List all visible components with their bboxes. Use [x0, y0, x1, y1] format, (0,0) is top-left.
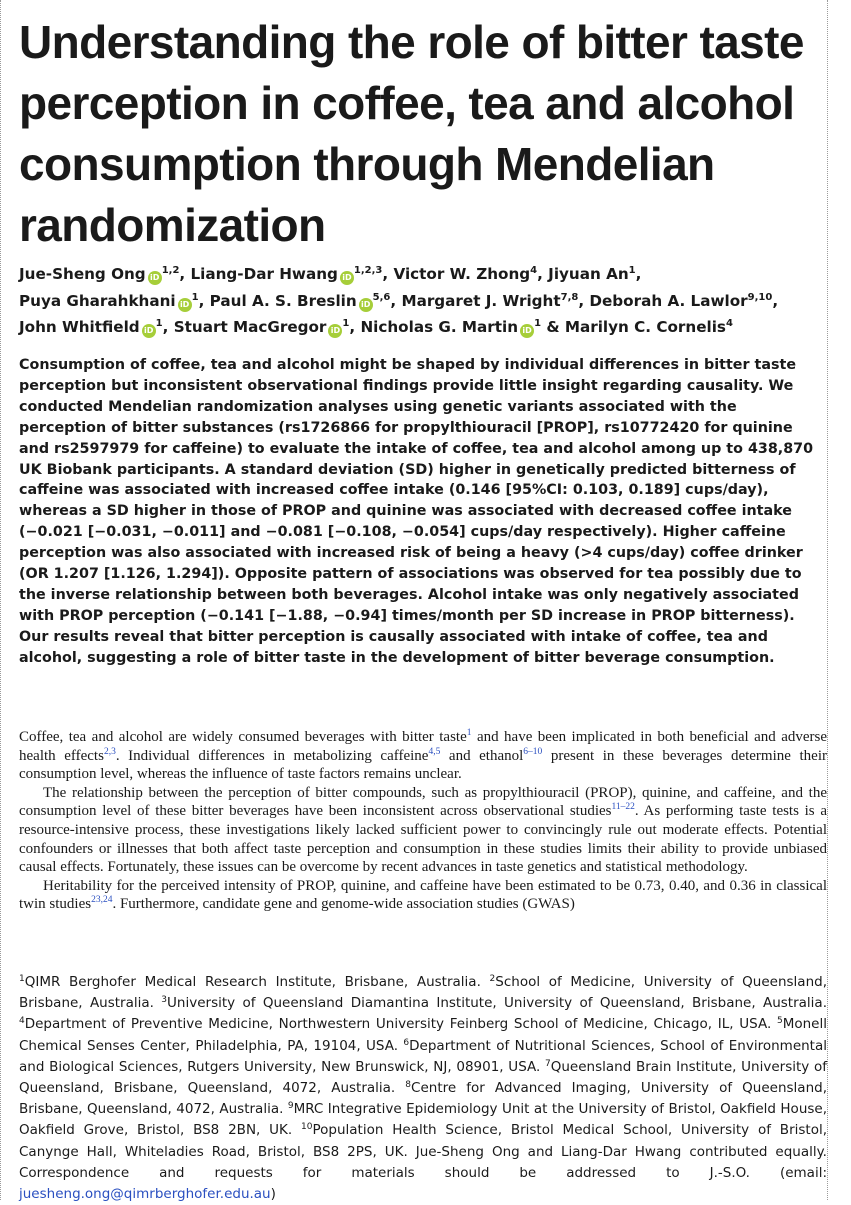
- author-affiliation-ref: 5,6: [372, 291, 391, 303]
- page-left-edge: [0, 0, 1, 1200]
- affiliation-number: 3: [161, 995, 168, 1006]
- body-text: Coffee, tea and alcohol are widely consumed beverages with bitter taste: [19, 729, 467, 745]
- affiliation-text: QIMR Berghofer Medical Research Institute, Brisbane, Australia.: [24, 974, 490, 990]
- orcid-icon[interactable]: iD: [520, 324, 534, 338]
- body-text: and ethanol: [440, 747, 524, 764]
- author: [565, 318, 733, 336]
- author-affiliation-ref: 1: [342, 318, 350, 329]
- body-text: . Individual differences in metabolizing caffeine: [115, 747, 429, 764]
- body-paragraph-2: [19, 784, 827, 877]
- author-affiliation-ref: 1,2,3: [353, 265, 383, 276]
- author: [393, 265, 537, 283]
- orcid-icon[interactable]: iD: [340, 271, 354, 285]
- author-name: Deborah A. Lawlor: [589, 291, 748, 310]
- orcid-icon[interactable]: iD: [359, 298, 373, 312]
- author: [401, 292, 578, 310]
- orcid-icon[interactable]: iD: [178, 298, 192, 312]
- author-separator: ,: [635, 265, 642, 283]
- citation-link[interactable]: 4,5: [428, 746, 441, 757]
- affiliation-text: Centre for Advanced Imaging, University of Queensland, Brisbane, Queensland, 4072, Australia.: [19, 1080, 827, 1118]
- affiliation-number: 7: [545, 1058, 551, 1069]
- author-affiliation-ref: 4: [725, 318, 733, 329]
- author-name: John Whitfield: [19, 318, 140, 336]
- author-name: Nicholas G. Martin: [360, 318, 519, 336]
- affiliation-number: 10: [301, 1122, 313, 1133]
- body-text: Heritability for the perceived intensity of PROP, quinine, and caffeine have been estimated to be 0.73, 0.40, and 0.36 in classical twin studies: [19, 877, 827, 913]
- author-list: [19, 261, 827, 341]
- citation-link[interactable]: 23,24: [91, 895, 113, 906]
- author-name: Liang-Dar Hwang: [190, 265, 338, 283]
- author-separator: ,: [349, 318, 361, 336]
- affiliation-text: Department of Nutritional Sciences, School of Environmental and Biological Sciences, Rutgers University, New Brunswick, NJ, 08901, USA.: [19, 1037, 827, 1075]
- orcid-icon[interactable]: iD: [148, 271, 162, 285]
- author-affiliation-ref: 1: [191, 291, 199, 303]
- affiliation-number: 9: [287, 1101, 294, 1112]
- body-paragraph-1: [19, 728, 827, 784]
- author-name: Paul A. S. Breslin: [209, 291, 357, 310]
- author: [19, 265, 179, 283]
- author-separator: ,: [390, 291, 402, 310]
- affiliation-text: Department of Preventive Medicine, Northwestern University Feinberg School of Medicine, Chicago, IL, USA.: [24, 1016, 777, 1033]
- author: [210, 292, 391, 310]
- author-name: Marilyn C. Cornelis: [564, 318, 726, 336]
- article-body: [19, 728, 827, 914]
- author-separator: ,: [578, 291, 590, 310]
- author-affiliation-ref: 9,10: [747, 291, 773, 303]
- citation-link[interactable]: 2,3: [103, 746, 116, 757]
- author: [19, 292, 199, 310]
- orcid-icon[interactable]: iD: [328, 324, 342, 338]
- author-name: Victor W. Zhong: [393, 265, 531, 283]
- author-separator: ,: [772, 291, 779, 310]
- affiliation-number: 8: [405, 1080, 412, 1091]
- affiliation-number: 6: [403, 1037, 410, 1048]
- author-affiliation-ref: 4: [530, 265, 538, 276]
- author-separator: &: [541, 318, 565, 336]
- orcid-icon[interactable]: iD: [142, 324, 156, 338]
- affiliation-text: Population Health Science, Bristol Medical School, University of Bristol, Canynge Hall, Whiteladies Road, Bristol, BS8 2PS, UK.: [19, 1122, 827, 1160]
- body-paragraph-3: [19, 877, 827, 914]
- body-text: and have been implicated in both beneficial and adverse health effects: [19, 729, 828, 764]
- affiliations-footnote: [19, 972, 827, 1205]
- author-separator: ,: [537, 265, 549, 283]
- citation-link[interactable]: 6–10: [523, 746, 543, 757]
- body-text: . Furthermore, candidate gene and genome-wide association studies (GWAS): [112, 896, 575, 913]
- body-text: . As performing taste tests is a resource-intensive process, these investigations likely lacked sufficient power to convincingly rule out moderate effects. Potential confounders or illnesses that both affect taste perception and consumption in these studies limits their ability to provide unbiased causal effects. Fortunately, these issues can be overcome by recent advances in taste genetics and statistical methodology.: [19, 803, 827, 876]
- affiliation-text: Monell Chemical Senses Center, Philadelphia, PA, 19104, USA.: [19, 1016, 827, 1054]
- correspondence-text: Jue-Sheng Ong and Liang-Dar Hwang contributed equally. Correspondence and requests for materials should be addressed to J.-S.O. (email:: [19, 1143, 827, 1181]
- author: [190, 265, 382, 283]
- author: [174, 318, 350, 336]
- affiliation-text: University of Queensland Diamantina Institute, University of Queensland, Brisbane, Australia.: [167, 995, 827, 1012]
- author-separator: ,: [382, 265, 394, 283]
- body-text: The relationship between the perception of bitter compounds, such as propylthiouracil (PROP), quinine, and caffeine, and the consumption level of these bitter beverages have been inconsistent across observational studies: [19, 784, 827, 820]
- affiliation-number: 5: [776, 1016, 783, 1027]
- affiliation-number: 2: [489, 974, 496, 984]
- author-affiliation-ref: 7,8: [560, 291, 579, 303]
- correspondence-close: ): [270, 1186, 276, 1203]
- author: [548, 265, 635, 283]
- author-name: Stuart MacGregor: [173, 318, 327, 336]
- affiliation-text: School of Medicine, University of Queensland, Brisbane, Australia.: [19, 974, 827, 1012]
- author: [360, 318, 541, 336]
- citation-link[interactable]: 11–22: [611, 802, 635, 813]
- citation-link[interactable]: 1: [466, 728, 472, 738]
- author-separator: ,: [179, 265, 191, 283]
- author-separator: ,: [162, 318, 174, 336]
- affiliation-text: MRC Integrative Epidemiology Unit at the University of Bristol, Oakfield House, Oakfield Grove, Bristol, BS8 2BN, UK.: [19, 1101, 828, 1139]
- affiliation-number: 1: [19, 974, 25, 984]
- page-right-edge: [827, 0, 828, 1200]
- article-title: Understanding the role of bitter taste perception in coffee, tea and alcohol consumption through Mendelian randomization: [19, 16, 804, 251]
- author-name: Puya Gharahkhani: [19, 291, 176, 310]
- affiliation-number: 4: [19, 1016, 25, 1027]
- author-name: Jue-Sheng Ong: [19, 265, 146, 283]
- email-link[interactable]: juesheng.ong@qimrberghofer.edu.au: [19, 1186, 271, 1203]
- author-name: Margaret J. Wright: [401, 291, 561, 310]
- author-separator: ,: [198, 291, 210, 310]
- author-name: Jiyuan An: [548, 265, 629, 283]
- body-text: present in these beverages determine their consumption level, whereas the influence of taste factors remains unclear.: [19, 747, 827, 783]
- author-affiliation-ref: 1: [155, 318, 163, 329]
- author: [19, 318, 163, 336]
- author-affiliation-ref: 1: [628, 265, 636, 276]
- author: [589, 292, 772, 310]
- author-affiliation-ref: 1,2: [161, 265, 180, 276]
- abstract: Consumption of coffee, tea and alcohol might be shaped by individual differences in bitter taste perception but inconsistent observational findings provide little insight regarding causality. We conducted Mendelian randomization analyses using genetic variants associated with the perception of bitter substances (rs1726866 for propylthiouracil [PROP], rs10772420 for quinine and rs2597979 for caffeine) to evaluate the intake of coffee, tea and alcohol among up to 438,870 UK Biobank participants. A standard deviation (SD) higher in genetically predicted bitterness of caffeine was associated with increased coffee intake (0.146 [95%CI: 0.103, 0.189] cups/day), whereas a SD higher in those of PROP and quinine was associated with decreased coffee intake (−0.021 [−0.031, −0.011] and −0.081 [−0.108, −0.054] cups/day respectively). Higher caffeine perception was also associated with increased risk of being a heavy (>4 cups/day) coffee drinker (OR 1.207 [1.126, 1.294]). Opposite pattern of associations was observed for tea possibly due to the inverse relationship between both beverages. Alcohol intake was only negatively associated with PROP perception (−0.141 [−1.88, −0.94] times/month per SD increase in PROP bitterness). Our results reveal that bitter perception is causally associated with intake of coffee, tea and alcohol, suggesting a role of bitter taste in the development of bitter beverage consumption.: [19, 357, 814, 666]
- affiliation-text: Queensland Brain Institute, University of Queensland, Brisbane, Queensland, 4072, Australia.: [19, 1058, 827, 1097]
- author-affiliation-ref: 1: [534, 318, 542, 329]
